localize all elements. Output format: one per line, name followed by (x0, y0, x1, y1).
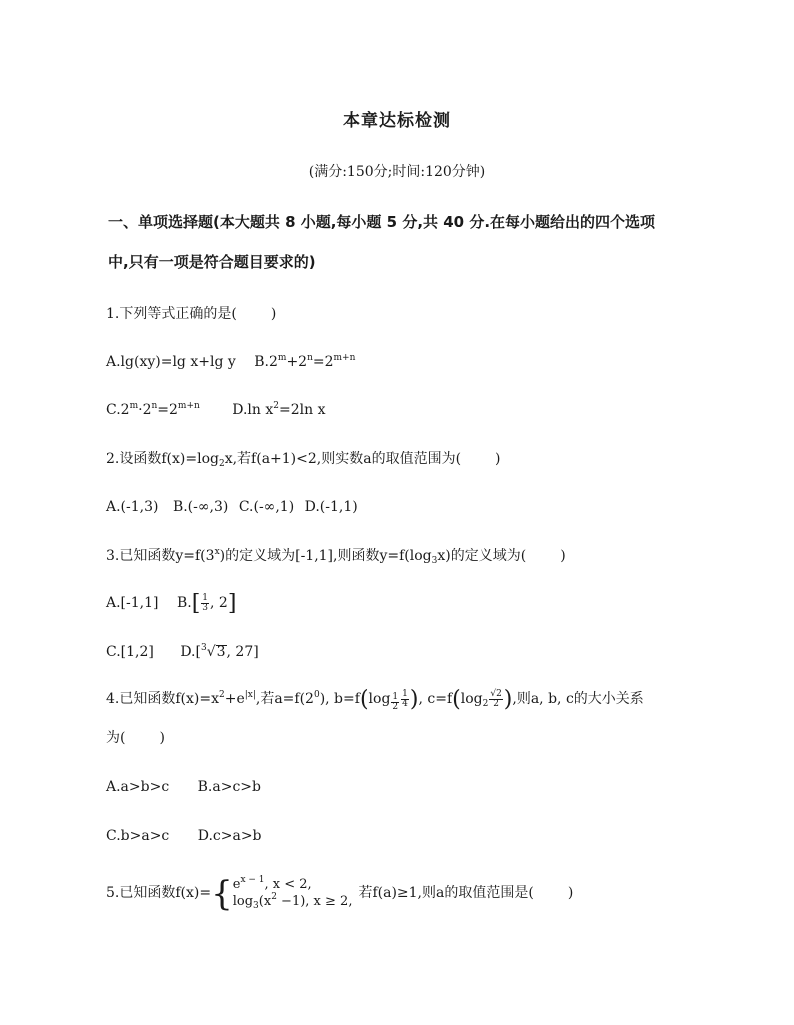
q4-b-right-paren: ) (409, 687, 419, 712)
question-4-stem-line-1 (106, 688, 644, 712)
q1-c-eq: =2 (157, 402, 178, 418)
q1-c-exp1: m (129, 401, 139, 411)
chapter-test-title: 本章达标检测 (343, 111, 451, 131)
q1-stem-text: 1.下列等式正确的是( (106, 306, 237, 322)
q1-b-eq: =2 (312, 354, 334, 370)
q4-c-left-paren: ( (452, 687, 461, 712)
q1-option-d (232, 399, 325, 421)
q3-d-radical-sign: √ (206, 644, 216, 660)
q3-b-left-bracket: [ (191, 591, 201, 616)
section-heading-line-2: 中,只有一项是符合题目要求的) (108, 253, 316, 271)
q4-c-arg-denominator: 2 (493, 698, 499, 709)
q4-stem-d: ), b=f (319, 691, 360, 707)
q4-stem-e: , c=f (418, 691, 453, 707)
q1-option-a: A.lg(xy)=lg x+lg y (106, 354, 236, 370)
q3-d-prefix: D.[ (180, 644, 201, 660)
q2-option-a: A.(-1,3) (106, 499, 159, 515)
q4-exp3: 0 (313, 690, 320, 700)
q4-b-log: log (368, 691, 391, 707)
question-5-stem (106, 874, 574, 914)
q3-stem-a: 3.已知函数y=f(3 (106, 548, 215, 564)
question-1-options-row-2 (106, 399, 325, 421)
q3-b-rest: , 2 (210, 595, 228, 611)
question-4-options-row-2 (106, 825, 262, 847)
q2-option-c: C.(-∞,1) (238, 499, 295, 515)
q2-option-d: D.(-1,1) (304, 499, 358, 515)
question-1-stem (106, 303, 276, 325)
q5-stem-a: 5.已知函数f(x)= (106, 885, 212, 901)
q3-stem-end: ) (560, 548, 566, 564)
q4-option-b: B.a>c>b (197, 779, 261, 795)
q2-log-base: 2 (218, 459, 225, 469)
q1-d-rest: =2ln x (279, 402, 326, 418)
q4-b-base-denominator: 2 (392, 702, 399, 712)
q3-stem-b: )的定义域为[-1,1],则函数y=f(log (219, 548, 432, 564)
q5-piecewise-brace: { (211, 874, 233, 914)
q5-case2-arg: (x (258, 894, 272, 909)
q4-stem-a: 4.已知函数f(x)=x (106, 691, 219, 707)
q1-option-b (254, 351, 355, 373)
q4-b-arg-denominator: 4 (402, 698, 408, 709)
q3-b-denominator: 3 (202, 602, 209, 613)
q4-stem-b: +e (224, 691, 245, 707)
q1-option-c (106, 399, 200, 421)
question-4-stem-line-2 (106, 727, 165, 749)
q5-case-2 (233, 893, 353, 910)
q3-option-c: C.[1,2] (106, 644, 154, 660)
q4-b-left-paren: ( (359, 687, 369, 712)
question-3-stem (106, 545, 566, 567)
q4-c-log-arg (489, 690, 502, 709)
q4-c-log: log (460, 691, 483, 707)
q3-b-numerator: 1 (202, 592, 209, 603)
q4-stem-line2: 为( (106, 730, 126, 746)
question-3-options-row-1 (106, 592, 236, 615)
q4-b-log-base (391, 693, 399, 712)
q5-case1-cond: , x < 2, (264, 877, 312, 892)
q4-option-c: C.b>a>c (106, 828, 170, 844)
question-2-options (106, 496, 358, 518)
q1-b-exp2: n (307, 353, 313, 363)
q3-d-rest: , 27] (226, 644, 259, 660)
q5-case-1 (233, 876, 353, 893)
q3-log-base: 3 (431, 556, 438, 566)
q3-b-prefix: B. (176, 595, 192, 611)
q4-exp1: 2 (218, 690, 225, 700)
q3-b-fraction (201, 594, 209, 613)
q3-b-right-bracket: ] (227, 591, 237, 616)
q4-stem-c: ,若a=f(2 (255, 691, 314, 707)
question-1-options-row-1 (106, 351, 355, 373)
q1-c-exp3: m+n (177, 401, 200, 411)
q4-b-arg-numerator: 1 (402, 688, 408, 699)
q3-option-d (180, 641, 258, 663)
q3-option-a: A.[-1,1] (106, 595, 159, 611)
q2-stem-end: ) (495, 451, 501, 467)
q4-c-right-paren: ) (503, 687, 513, 712)
q5-piecewise-cases (233, 876, 353, 910)
q4-c-arg-numerator: √2 (490, 688, 502, 699)
q1-c-prefix: C.2 (106, 402, 130, 418)
q1-d-prefix: D.ln x (232, 402, 274, 418)
q2-stem-a: 2.设函数f(x)=log (106, 451, 219, 467)
q5-case2-exp: 2 (271, 892, 277, 902)
q4-b-log-arg (401, 690, 409, 709)
q5-case1-base: e (232, 877, 241, 892)
q1-b-prefix: B.2 (254, 354, 278, 370)
q5-stem-end: ) (567, 885, 574, 901)
q1-c-exp2: n (151, 401, 158, 411)
q2-stem-b: x,若f(a+1)<2,则实数a的取值范围为( (224, 451, 462, 467)
q1-c-mid: ·2 (138, 402, 152, 418)
q5-case2-base: 3 (253, 901, 259, 911)
q1-b-exp3: m+n (333, 353, 356, 363)
q1-stem-end: ) (270, 306, 277, 322)
q2-option-b: B.(-∞,3) (172, 499, 229, 515)
q5-stem-b: 若f(a)≥1,则a的取值范围是( (358, 885, 534, 901)
q4-exp2: |x| (244, 690, 256, 700)
q4-c-log-base: 2 (482, 699, 489, 709)
q3-d-radicand: 3 (216, 644, 226, 660)
q1-b-exp1: m (277, 353, 287, 363)
q5-case2-rest: −1), x ≥ 2, (276, 894, 353, 909)
q1-b-mid: +2 (286, 354, 308, 370)
q4-option-d: D.c>a>b (197, 828, 262, 844)
q5-case2-log: log (232, 894, 254, 909)
q4-option-a: A.a>b>c (106, 779, 170, 795)
q4-b-base-numerator: 1 (392, 692, 399, 702)
question-2-stem (106, 448, 501, 470)
q4-stem-end: ) (159, 730, 165, 746)
q1-d-exp: 2 (273, 401, 279, 411)
q3-option-b (177, 592, 236, 615)
q4-stem-f: ,则a, b, c的大小关系 (512, 691, 644, 707)
question-4-options-row-1 (106, 776, 261, 798)
q5-case1-exp: x − 1 (240, 875, 265, 885)
question-3-options-row-2 (106, 641, 259, 663)
score-time-subtitle: (满分:150分;时间:120分钟) (308, 164, 486, 180)
q3-exp: x (214, 547, 220, 557)
q3-d-root-index: 3 (200, 643, 207, 653)
section-heading-line-1: 一、单项选择题(本大题共 8 小题,每小题 5 分,共 40 分.在每小题给出的四个选项 (108, 213, 656, 231)
q3-stem-c: x)的定义域为( (437, 548, 527, 564)
